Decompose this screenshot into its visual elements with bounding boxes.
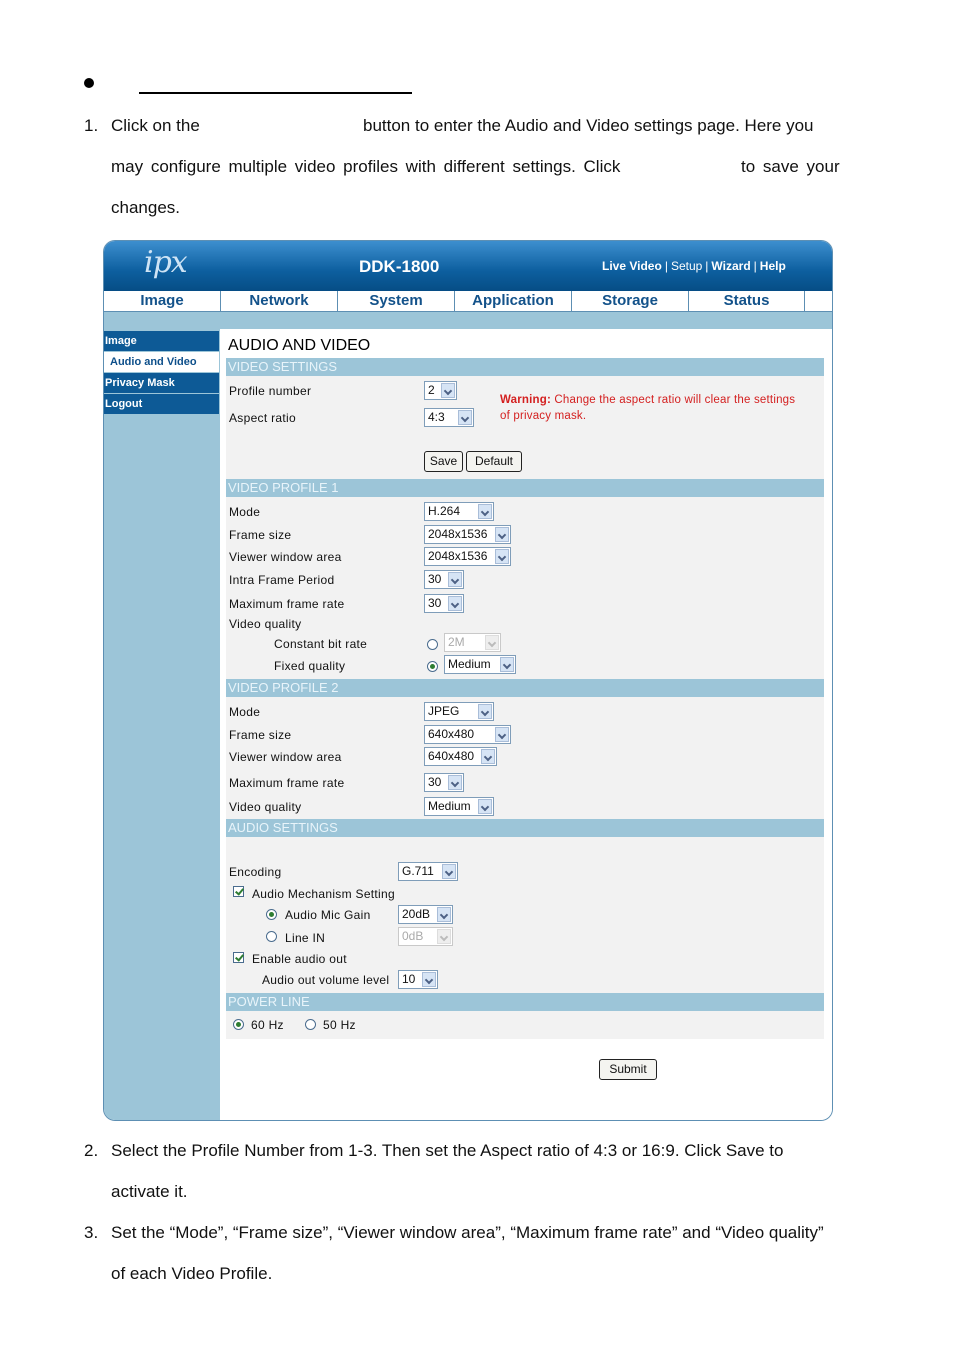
sidebar-item-audio-video[interactable]: Audio and Video — [104, 352, 219, 372]
hz50-label: 50 Hz — [323, 1018, 356, 1032]
tab-network[interactable]: Network — [221, 291, 338, 311]
chevron-down-icon — [495, 527, 509, 542]
p2-max-rate-label: Maximum frame rate — [229, 776, 345, 790]
p2-frame-size-select[interactable]: 640x480 — [424, 725, 511, 744]
sidebar-item-image[interactable]: Image — [104, 331, 219, 351]
audio-settings-panel — [226, 837, 824, 993]
p1-quality-label: Video quality — [229, 617, 302, 631]
step-1-text-b: button to enter the Audio and Video settings page. Here you — [363, 116, 814, 135]
p1-frame-size-label: Frame size — [229, 528, 292, 542]
tab-system[interactable]: System — [338, 291, 455, 311]
encoding-select[interactable]: G.711 — [398, 862, 458, 881]
p2-frame-size-label: Frame size — [229, 728, 292, 742]
sidebar-item-privacy-mask[interactable]: Privacy Mask — [104, 373, 219, 393]
default-button[interactable]: Default — [466, 451, 522, 472]
step-1-text-d: to save your — [741, 157, 840, 176]
chevron-down-icon — [448, 596, 462, 611]
line-in-radio[interactable] — [266, 931, 277, 942]
chevron-down-icon — [448, 572, 462, 587]
p1-fixed-label: Fixed quality — [274, 659, 346, 673]
p1-cbr-label: Constant bit rate — [274, 637, 368, 651]
tab-status[interactable]: Status — [689, 291, 805, 311]
p1-fixed-radio[interactable] — [427, 661, 438, 672]
chevron-down-icon — [437, 907, 451, 922]
p2-quality-label: Video quality — [229, 800, 302, 814]
chevron-down-icon — [441, 383, 455, 398]
page-title: AUDIO AND VIDEO — [228, 337, 371, 354]
p1-viewer-label: Viewer window area — [229, 550, 342, 564]
p1-cbr-select[interactable]: 2M — [444, 633, 501, 652]
aspect-warning: Warning: Change the aspect ratio will clear the settings of privacy mask. — [500, 394, 796, 422]
chevron-down-icon — [485, 635, 499, 650]
hz60-radio[interactable] — [233, 1019, 244, 1030]
out-volume-label: Audio out volume level — [262, 973, 390, 987]
p1-intra-label: Intra Frame Period — [229, 573, 335, 587]
p2-mode-label: Mode — [229, 705, 261, 719]
sidebar — [104, 329, 220, 1120]
step-2-text-a: Select the Profile Number from 1-3. Then set the Aspect ratio of 4:3 or 16:9. Click Save to — [111, 1141, 784, 1160]
chevron-down-icon — [478, 704, 492, 719]
step-3-text-b: of each Video Profile. — [111, 1264, 273, 1283]
video-profile-1-panel — [226, 497, 824, 679]
p2-viewer-select[interactable]: 640x480 — [424, 747, 497, 766]
main-tabs — [104, 291, 832, 312]
chevron-down-icon — [422, 972, 436, 987]
device-setup-window — [103, 240, 833, 1121]
mic-gain-radio[interactable] — [266, 909, 277, 920]
chevron-down-icon — [442, 864, 456, 879]
wizard-link[interactable]: Wizard — [711, 259, 751, 273]
encoding-label: Encoding — [229, 865, 282, 879]
profile-number-select[interactable]: 2 — [424, 381, 457, 400]
top-links: Live Video | Setup | Wizard | Help — [602, 259, 786, 273]
out-volume-select[interactable]: 10 — [398, 970, 438, 989]
chevron-down-icon — [458, 410, 472, 425]
chevron-down-icon — [495, 727, 509, 742]
audio-mechanism-checkbox[interactable] — [233, 886, 244, 897]
chevron-down-icon — [448, 775, 462, 790]
p2-viewer-label: Viewer window area — [229, 750, 342, 764]
hz60-label: 60 Hz — [251, 1018, 284, 1032]
line-in-label: Line IN — [285, 931, 326, 945]
power-line-header: POWER LINE — [226, 993, 824, 1011]
tab-image[interactable]: Image — [104, 291, 221, 311]
video-profile-2-panel — [226, 697, 824, 819]
chevron-down-icon — [478, 504, 492, 519]
main-content — [220, 329, 832, 1120]
submit-button[interactable]: Submit — [599, 1059, 657, 1080]
p1-mode-label: Mode — [229, 505, 261, 519]
sidebar-item-logout[interactable]: Logout — [104, 394, 219, 414]
video-profile-2-header: VIDEO PROFILE 2 — [226, 679, 824, 697]
step-1-text-c: may configure multiple video profiles with different settings. Click — [111, 157, 621, 176]
setup-link[interactable]: Setup — [670, 259, 703, 273]
enable-audio-out-checkbox[interactable] — [233, 952, 244, 963]
video-profile-1-header: VIDEO PROFILE 1 — [226, 479, 824, 497]
chevron-down-icon — [478, 799, 492, 814]
chevron-down-icon — [495, 549, 509, 564]
p2-mode-select[interactable]: JPEG — [424, 702, 494, 721]
step-3-number: 3. — [84, 1223, 99, 1242]
chevron-down-icon — [437, 929, 451, 944]
tab-storage[interactable]: Storage — [572, 291, 689, 311]
step-3-text-a: Set the “Mode”, “Frame size”, “Viewer window area”, “Maximum frame rate” and “Video quality” — [111, 1223, 824, 1242]
audio-settings-header: AUDIO SETTINGS — [226, 819, 824, 837]
help-link[interactable]: Help — [759, 259, 786, 273]
sub-bar — [104, 312, 832, 329]
aspect-ratio-label: Aspect ratio — [229, 411, 296, 425]
bullet-dot — [84, 78, 94, 88]
live-video-link[interactable]: Live Video — [602, 259, 662, 273]
p1-cbr-radio[interactable] — [427, 639, 438, 650]
mic-gain-select[interactable]: 20dB — [398, 905, 453, 924]
step-1-text-a: Click on the — [111, 116, 200, 135]
video-settings-panel — [226, 376, 824, 479]
model-name: DDK-1800 — [359, 257, 440, 276]
p1-fixed-select[interactable]: Medium — [444, 655, 516, 674]
step-1-text-e: changes. — [111, 198, 180, 217]
enable-audio-out-label: Enable audio out — [252, 952, 347, 966]
hz50-radio[interactable] — [305, 1019, 316, 1030]
power-line-panel — [226, 1011, 824, 1039]
step-2-text-b: activate it. — [111, 1182, 188, 1201]
tab-application[interactable]: Application — [455, 291, 572, 311]
chevron-down-icon — [500, 657, 514, 672]
p2-quality-select[interactable]: Medium — [424, 797, 494, 816]
p1-frame-size-select[interactable]: 2048x1536 — [424, 525, 511, 544]
ipx-logo: ipx — [144, 245, 187, 280]
title-bar — [104, 241, 832, 291]
p1-max-rate-label: Maximum frame rate — [229, 597, 345, 611]
p2-max-rate-select[interactable]: 30 — [424, 773, 464, 792]
audio-mechanism-label: Audio Mechanism Setting — [252, 887, 395, 901]
p1-intra-select[interactable]: 30 — [424, 570, 464, 589]
step-1-number: 1. — [84, 116, 99, 135]
p1-mode-select[interactable]: H.264 — [424, 502, 494, 521]
profile-number-label: Profile number — [229, 384, 312, 398]
step-2-number: 2. — [84, 1141, 99, 1160]
mic-gain-label: Audio Mic Gain — [285, 908, 371, 922]
p1-max-rate-select[interactable]: 30 — [424, 594, 464, 613]
save-button[interactable]: Save — [424, 451, 463, 472]
line-in-select[interactable]: 0dB — [398, 927, 453, 946]
video-settings-header: VIDEO SETTINGS — [226, 358, 824, 376]
chevron-down-icon — [481, 749, 495, 764]
p1-viewer-select[interactable]: 2048x1536 — [424, 547, 511, 566]
aspect-ratio-select[interactable]: 4:3 — [424, 408, 474, 427]
heading-underline — [139, 92, 412, 94]
